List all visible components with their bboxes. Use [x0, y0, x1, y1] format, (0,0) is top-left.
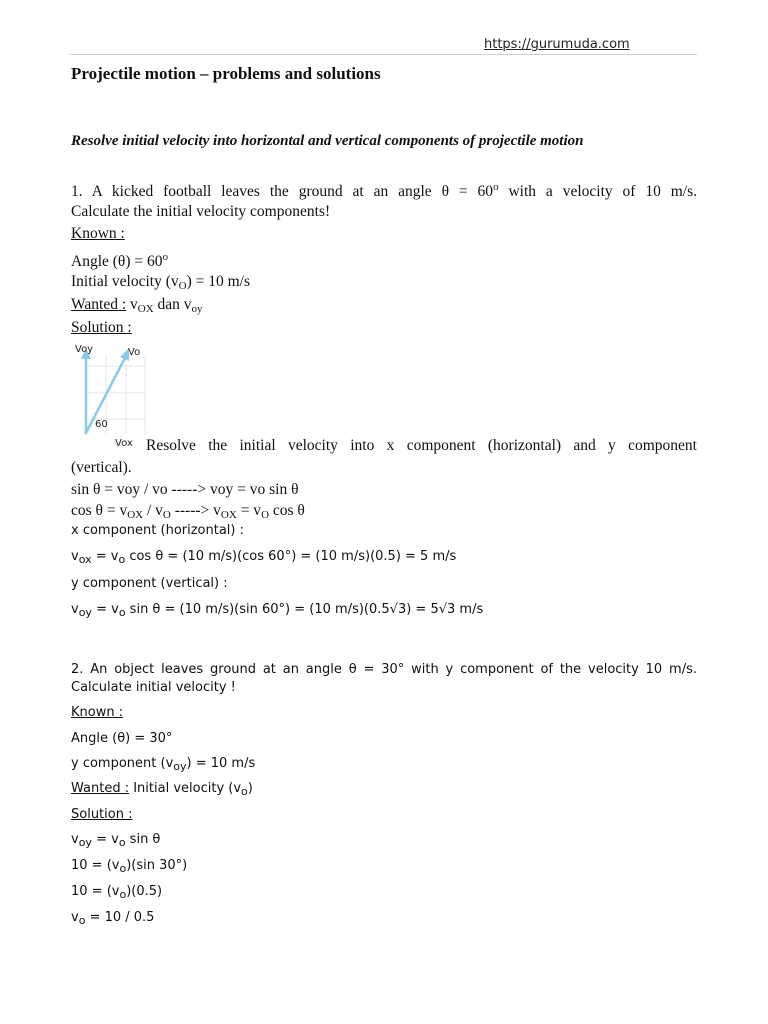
- problem1-voy-equation: $v_{oy} = v_o$ sin θ = (10 m/s)(sin 60°) = (10 m/s)(0.5√3) = 5√3 m/s: [71, 602, 484, 619]
- site-url-link[interactable]: https://gurumuda.com: [484, 37, 630, 52]
- problem2-equation-1: $v_{oy} = v_o$ sin θ: [71, 832, 161, 849]
- diagram-label-vox: Vox: [115, 438, 133, 449]
- diagram-label-voy: Voy: [75, 344, 94, 355]
- problem2-equation-3: $10 = (v_o)(0.5)$: [71, 884, 163, 901]
- diagram-label-angle: 60: [95, 419, 108, 430]
- problem2-solution-label: Solution :: [71, 807, 133, 822]
- problem2-equation-2: $10 = (v_o)(\sin$ 30°): [71, 858, 188, 875]
- section-heading: Resolve initial velocity into horizontal and vertical components of projectile motion: [71, 133, 584, 149]
- problem1-statement-line1: 1. A kicked football leaves the ground at an angle $\theta = 60^o$ with a velocity of 10 m/s.: [71, 181, 698, 200]
- problem1-statement-line2: Calculate the initial velocity components!: [71, 203, 331, 220]
- page-title: Projectile motion – problems and solutions: [71, 64, 381, 83]
- problem2-statement-line1: 2. An object leaves ground at an angle θ = 30° with y component of the velocity 10 m/s.: [71, 662, 697, 677]
- problem2-angle: Angle (θ) = 30°: [71, 731, 173, 746]
- problem2-wanted: Wanted : Initial velocity $(v_o)$: [71, 781, 253, 798]
- problem1-angle: Angle $(\theta) = 60^o$: [71, 251, 168, 270]
- problem1-sin-equation: sin θ = voy / vo -----> voy = vo sin θ: [71, 481, 299, 498]
- problem1-x-component-label: x component (horizontal) :: [71, 523, 244, 538]
- problem2-y-component: y component $(v_{oy}) = 10$ m/s: [71, 756, 256, 773]
- problem1-solution-label: Solution :: [71, 319, 132, 336]
- velocity-vector-diagram: [71, 342, 147, 450]
- problem1-y-component-label: y component (vertical) :: [71, 576, 228, 591]
- header-divider: [70, 54, 697, 55]
- problem1-known-label: Known :: [71, 225, 125, 242]
- problem2-statement-line2: Calculate initial velocity !: [71, 680, 236, 695]
- problem1-initial-velocity: Initial velocity $(v_O) = 10$ m/s: [71, 273, 250, 292]
- problem1-vox-equation: $v_{ox} = v_o$ cos θ = (10 m/s)(cos 60°) = (10 m/s)(0.5) = 5 m/s: [71, 549, 457, 566]
- problem2-equation-4: $v_o = 10 / 0.5$: [71, 910, 155, 927]
- problem1-cos-equation: $\cos \theta = v_{OX} / v_O$ -----> $v_{OX} = v_O$ cos θ: [71, 502, 305, 521]
- problem1-resolve-line1: Resolve the initial velocity into x component (horizontal) and y component: [146, 437, 697, 454]
- problem1-wanted: Wanted : $v_{OX}$ dan $v_{oy}$: [71, 296, 203, 315]
- problem1-resolve-line2: (vertical).: [71, 459, 132, 476]
- diagram-label-vo: Vo: [128, 347, 141, 358]
- problem2-known-label: Known :: [71, 705, 124, 720]
